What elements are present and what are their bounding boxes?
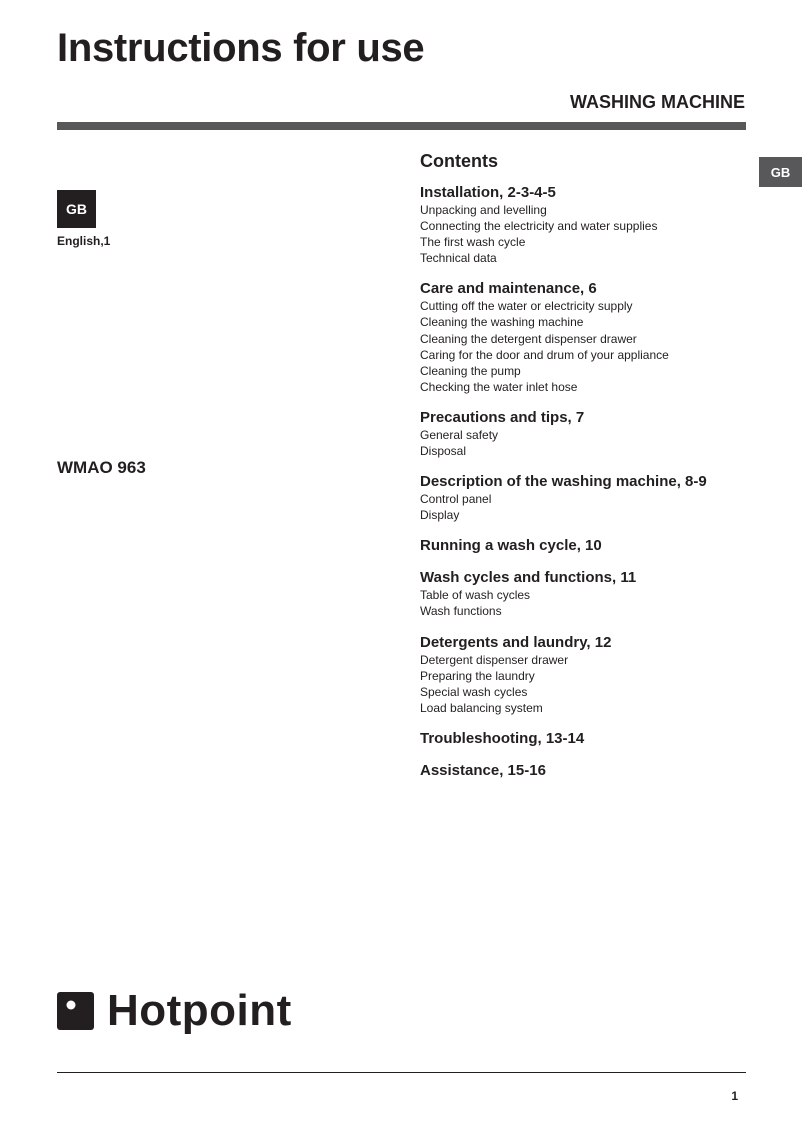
contents-section: [420, 730, 795, 748]
model-number: WMAO 963: [57, 458, 146, 477]
contents-section: [420, 537, 795, 555]
contents-heading: Contents: [420, 151, 498, 171]
language-badge: GB: [57, 190, 96, 228]
contents-section: [420, 280, 795, 395]
section-item[interactable]: Connecting the electricity and water supplies: [420, 219, 658, 234]
section-item[interactable]: Technical data: [420, 251, 497, 266]
section-item[interactable]: Unpacking and levelling: [420, 203, 547, 217]
section-item[interactable]: Load balancing system: [420, 700, 543, 715]
section-item-list: [420, 587, 795, 619]
contents-section: [420, 184, 795, 266]
section-title[interactable]: Running a wash cycle, 10: [420, 537, 602, 555]
section-item[interactable]: Disposal: [420, 444, 467, 459]
section-title[interactable]: Care and maintenance, 6: [420, 280, 597, 298]
footer-divider: [57, 1072, 746, 1073]
language-link[interactable]: English,1: [57, 234, 111, 248]
section-item[interactable]: Cleaning the washing machine: [420, 315, 584, 330]
table-of-contents: [420, 150, 795, 794]
section-title[interactable]: Description of the washing machine, 8-9: [420, 473, 707, 491]
contents-section: [420, 569, 795, 619]
page-number: 1: [731, 1089, 738, 1103]
brand-name: Hotpoint: [107, 986, 292, 1035]
section-item[interactable]: Caring for the door and drum of your appliance: [420, 347, 669, 362]
brand-logo: [57, 988, 292, 1034]
section-item[interactable]: Cleaning the detergent dispenser drawer: [420, 331, 637, 346]
section-item[interactable]: Wash functions: [420, 604, 502, 619]
header-divider: [57, 122, 746, 130]
contents-section: [420, 762, 795, 780]
section-item[interactable]: Cutting off the water or electricity supply: [420, 299, 633, 314]
section-title[interactable]: Wash cycles and functions, 11: [420, 569, 637, 587]
section-item-list: [420, 202, 795, 266]
section-item[interactable]: The first wash cycle: [420, 235, 526, 250]
hotpoint-logo-icon: [57, 992, 94, 1030]
section-title[interactable]: Installation, 2-3-4-5: [420, 184, 556, 201]
section-title[interactable]: Detergents and laundry, 12: [420, 633, 612, 651]
section-item-list: [420, 427, 795, 459]
contents-section: [420, 409, 795, 459]
contents-section: [420, 473, 795, 523]
section-title[interactable]: Assistance, 15-16: [420, 761, 546, 779]
contents-section: [420, 634, 795, 716]
section-item[interactable]: Preparing the laundry: [420, 668, 535, 683]
document-title: Instructions for use: [57, 26, 425, 70]
document-subtitle: WASHING MACHINE: [570, 92, 745, 112]
section-item[interactable]: Display: [420, 508, 460, 523]
section-item[interactable]: Table of wash cycles: [420, 588, 531, 603]
section-item[interactable]: General safety: [420, 427, 499, 442]
section-item-list: [420, 298, 795, 395]
section-item-list: [420, 491, 795, 523]
section-item[interactable]: Control panel: [420, 492, 492, 507]
section-item-list: [420, 652, 795, 716]
section-item[interactable]: Checking the water inlet hose: [420, 379, 578, 394]
language-side-tab[interactable]: GB: [759, 157, 802, 187]
section-title[interactable]: Precautions and tips, 7: [420, 408, 585, 426]
section-item[interactable]: Special wash cycles: [420, 684, 528, 699]
section-item[interactable]: Cleaning the pump: [420, 363, 521, 378]
section-title[interactable]: Troubleshooting, 13-14: [420, 729, 585, 747]
section-item[interactable]: Detergent dispenser drawer: [420, 652, 569, 667]
contents-sections: [420, 184, 795, 780]
